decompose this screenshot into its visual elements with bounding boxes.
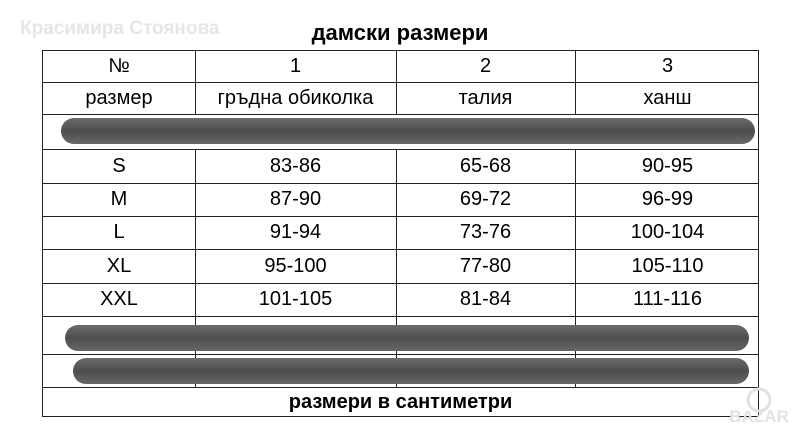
waist-cell: 77-80 xyxy=(459,255,512,277)
svg-text:BAZAR: BAZAR xyxy=(729,407,789,426)
column-header-waist: талия xyxy=(458,87,513,109)
hips-cell: 111-116 xyxy=(633,288,702,310)
waist-cell: 65-68 xyxy=(459,155,512,177)
hips-cell: 90-95 xyxy=(641,155,694,177)
size-cell: XL xyxy=(106,255,132,277)
chest-cell: 83-86 xyxy=(269,155,322,177)
size-cell: M xyxy=(110,188,128,210)
chest-cell: 87-90 xyxy=(269,188,322,210)
redaction-bar xyxy=(65,325,749,351)
bazar-logo xyxy=(722,386,796,428)
waist-cell: 69-72 xyxy=(459,188,512,210)
size-cell: S xyxy=(112,155,126,177)
chest-cell: 95-100 xyxy=(264,255,327,277)
redaction-bar xyxy=(73,358,749,384)
size-table xyxy=(42,50,759,417)
chest-cell: 91-94 xyxy=(269,221,322,243)
hips-cell: 100-104 xyxy=(630,221,705,243)
hips-cell: 105-110 xyxy=(631,255,704,277)
column-header-size: размер xyxy=(85,87,153,109)
header-number-cell: № xyxy=(108,55,130,77)
units-note: размери в сантиметри xyxy=(288,391,513,413)
chest-cell: 101-105 xyxy=(258,288,333,310)
waist-cell: 81-84 xyxy=(459,288,512,310)
watermark-text: Красимира Стоянова xyxy=(20,18,220,39)
header-number-cell: 3 xyxy=(661,55,674,77)
header-number-cell: 2 xyxy=(479,55,492,77)
page-title: дамски размери xyxy=(311,20,489,45)
hips-cell: 96-99 xyxy=(641,188,694,210)
waist-cell: 73-76 xyxy=(459,221,512,243)
redaction-bar xyxy=(61,118,755,144)
column-header-hips: ханш xyxy=(643,87,692,109)
size-cell: XXL xyxy=(100,288,138,310)
column-header-chest: гръдна обиколка xyxy=(217,87,374,109)
header-number-cell: 1 xyxy=(289,55,302,77)
size-cell: L xyxy=(113,221,125,243)
